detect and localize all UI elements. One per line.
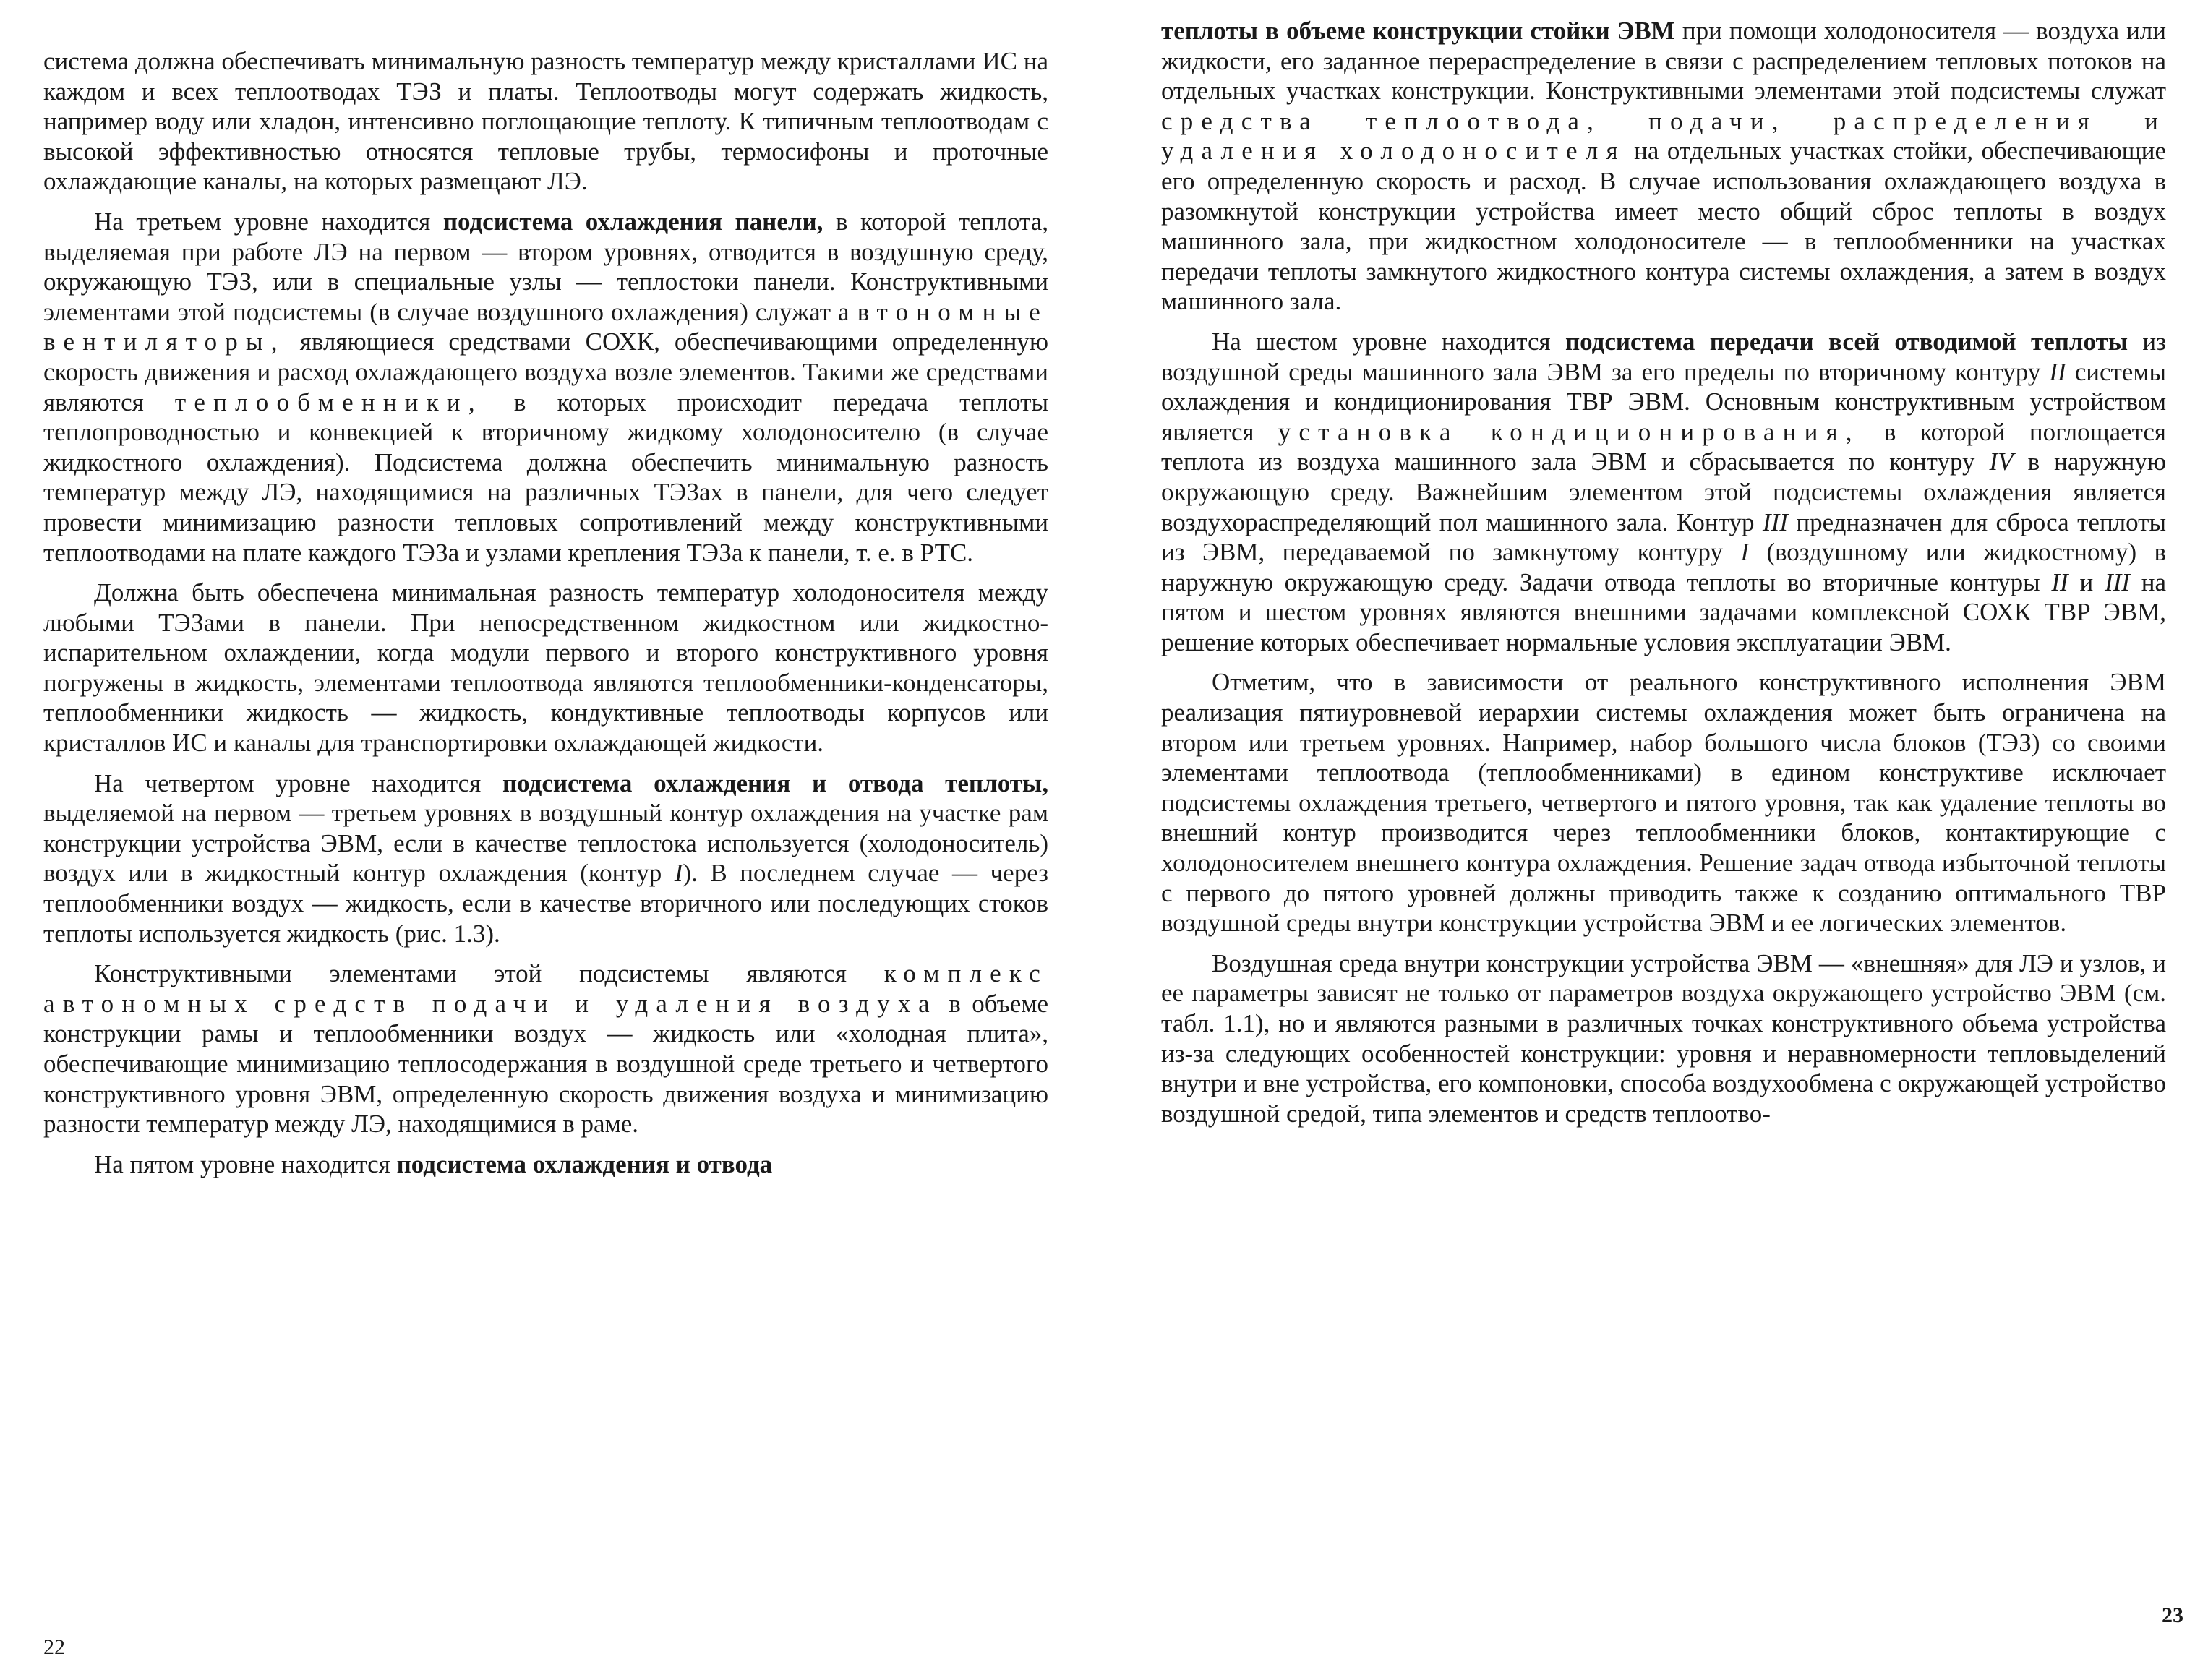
spaced-term: средства теплоотвода, подачи, распределения и удаления холодоносителя [1161, 106, 2166, 166]
bold-term: подсистема охлаждения и отвода [396, 1149, 773, 1178]
bold-term: подсистема охлаждения и отвода теплоты, [502, 768, 1049, 797]
italic-term: III [2105, 567, 2130, 596]
paragraph: На шестом уровне находится подсистема передачи всей отводимой теплоты из воздушной среды машинного зала ЭВМ за его пределы по вторичному контуру II системы охлаждения и кондиционирования ТВР ЭВМ. Основным конструктивным устройством является установка кондиционирования, в которой поглощается теплота из воздуха машинного зала ЭВМ и сбрасывается по контуру IV в наружную окружающую среду. Важнейшим элементом этой подсистемы охлаждения является воздухораспределяющий пол машинного зала. Контур III предназначен для сброса теплоты из ЭВМ, передаваемой по замкнутому контуру I (воздушному или жидкостному) в наружную окружающую среду. Задачи отвода теплоты во вторичные контуры II и III на пятом и шестом уровнях являются внешними задачами комплексной СОХК ТВР ЭВМ, решение которых обеспечивает нормальные условия эксплуатации ЭВМ. [1161, 327, 2167, 656]
right-page [1098, 0, 2195, 1680]
italic-term: I [1740, 538, 1749, 567]
paragraph: Отметим, что в зависимости от реального конструктивного исполнения ЭВМ реализация пятиуровневой иерархии системы охлаждения может быть ограничена на втором или третьем уровнях. Например, набор большого числа блоков (ТЭЗ) со своими элементами теплоотвода (теплообменниками) в едином конструктиве исключает подсистемы охлаждения третьего, четвертого и пятого уровня, так как удаление теплоты во внешний контур производится через теплообменники блоков, контактирующие с холодоносителем внешнего контура охлаждения. Решение задач отвода избыточной теплоты с первого до пятого уровней должны приводить также к созданию оптимального ТВР воздушной среды внутри конструкции устройства ЭВМ и ее логических элементов. [1161, 668, 2166, 938]
spaced-term: установка кондиционирования, [1278, 417, 1860, 446]
paragraph: Должна быть обеспечена минимальная разность температур холодоносителя между любыми ТЭЗами в панели. При непосредственном жидкостном или жидкостно-испарительном охлаждении, когда модули первого и второго конструктивного уровня погружены в жидкость, элементами теплоотвода являются теплообменники-конденсаторы, теплообменники жидкость — жидкость, кондуктивные теплоотводы корпусов или кристаллов ИС и каналы для транспортировки охлаждающей жидкости. [43, 578, 1048, 758]
italic-term: III [1762, 507, 1788, 536]
paragraph: система должна обеспечивать минимальную разность температур между кристаллами ИС на каждом и всех теплоотводах ТЭЗ и платы. Теплоотводы могут содержать жидкость, например воду или хладон, интенсивно поглощающие теплоту. К типичным теплоотводам с высокой эффективностью относятся тепловые трубы, термосифоны и проточные охлаждающие каналы, на которых размещают ЛЭ. [43, 47, 1048, 196]
bold-term: подсистема передачи всей отводимой теплоты [1565, 327, 2128, 356]
italic-term: II [2051, 567, 2068, 596]
italic-term: I [674, 859, 683, 888]
paragraph: На третьем уровне находится подсистема охлаждения панели, в которой теплота, выделяемая при работе ЛЭ на первом — втором уровнях, отводится в воздушную среду, окружающую ТЭЗ, или в специальные узлы — теплостоки панели. Конструктивными элементами этой подсистемы (в случае воздушного охлаждения) служат автономные вентиляторы, являющиеся средствами СОХК, обеспечивающими определенную скорость движения и расход охлаждающего воздуха возле элементов. Такими же средствами являются теплообменники, в которых происходит передача теплоты теплопроводностью и конвекцией к вторичному жидкому холодоносителю (в случае жидкостного охлаждения). Подсистема должна обеспечить минимальную разность температур между ЛЭ, находящимися на различных ТЭЗах в панели, для чего следует провести минимизацию разности тепловых сопротивлений между конструктивными теплоотводами на плате каждого ТЭЗа и узлами крепления ТЭЗа к панели, т. е. в РТС. [43, 207, 1048, 567]
right-page-text [1161, 16, 2166, 1128]
page-number: 23 [2162, 1603, 2183, 1627]
paragraph: Конструктивными элементами этой подсистемы являются комплекс автономных средств подачи и удаления воздуха в объеме конструкции рамы и теплообменники воздух — жидкость или «холодная плита», обеспечивающие минимизацию теплосодержания в воздушной среде третьего и четвертого конструктивного уровня ЭВМ, определенную скорость движения воздуха и минимизацию разности температур между ЛЭ, находящимися в раме. [43, 959, 1048, 1139]
paragraph: теплоты в объеме конструкции стойки ЭВМ при помощи холодоносителя — воздуха или жидкости, его заданное перераспределение в связи с распределением тепловых потоков на отдельных участках конструкции. Конструктивными элементами этой подсистемы служат средства теплоотвода, подачи, распределения и удаления холодоносителя на отдельных участках стойки, обеспечивающие его определенную скорость и расход. В случае использования охлаждающего воздуха в разомкнутой конструкции устройства имеет место общий сброс теплоты в воздух машинного зала, при жидкостном холодоносителе — в теплообменники на участках передачи теплоты замкнутого жидкостного контура системы охлаждения, а затем в воздух машинного зала. [1161, 17, 2167, 316]
spaced-term: комплекс автономных средств подачи и удаления воздуха [43, 959, 1048, 1018]
paragraph: На четвертом уровне находится подсистема охлаждения и отвода теплоты, выделяемой на первом — третьем уровнях в воздушный контур охлаждения на участке рам конструкции устройства ЭВМ, если в качестве теплостока используется (холодоноситель) воздух или в жидкостный контур охлаждения (контур I). В последнем случае — через теплообменники воздух — жидкость, если в качестве вторичного или последующих стоков теплоты используется жидкость (рис. 1.3). [43, 768, 1049, 948]
bold-term: подсистема охлаждения панели, [442, 207, 823, 236]
paragraph: Воздушная среда внутри конструкции устройства ЭВМ — «внешняя» для ЛЭ и узлов, и ее параметры зависят не только от параметров воздуха окружающего устройство ЭВМ (см. табл. 1.1), но и являются разными в различных точках конструктивного объема устройства из-за следующих особенностей конструкции: уровня и неравномерности тепловыделений внутри и вне устройства, его компоновки, способа воздухообмена с окружающей устройство воздушной средой, типа элементов и средств теплоотво- [1161, 948, 2166, 1128]
italic-term: IV [1989, 447, 2014, 476]
italic-term: II [2049, 357, 2066, 386]
spaced-term: автономные вентиляторы, [43, 297, 1048, 356]
left-page-text [43, 46, 1048, 1179]
page-number: 22 [43, 1635, 65, 1659]
bold-term: теплоты в объеме конструкции стойки ЭВМ [1161, 17, 1675, 45]
paragraph: На пятом уровне находится подсистема охлаждения и отвода [94, 1149, 773, 1178]
spaced-term: теплообменники, [174, 387, 483, 416]
